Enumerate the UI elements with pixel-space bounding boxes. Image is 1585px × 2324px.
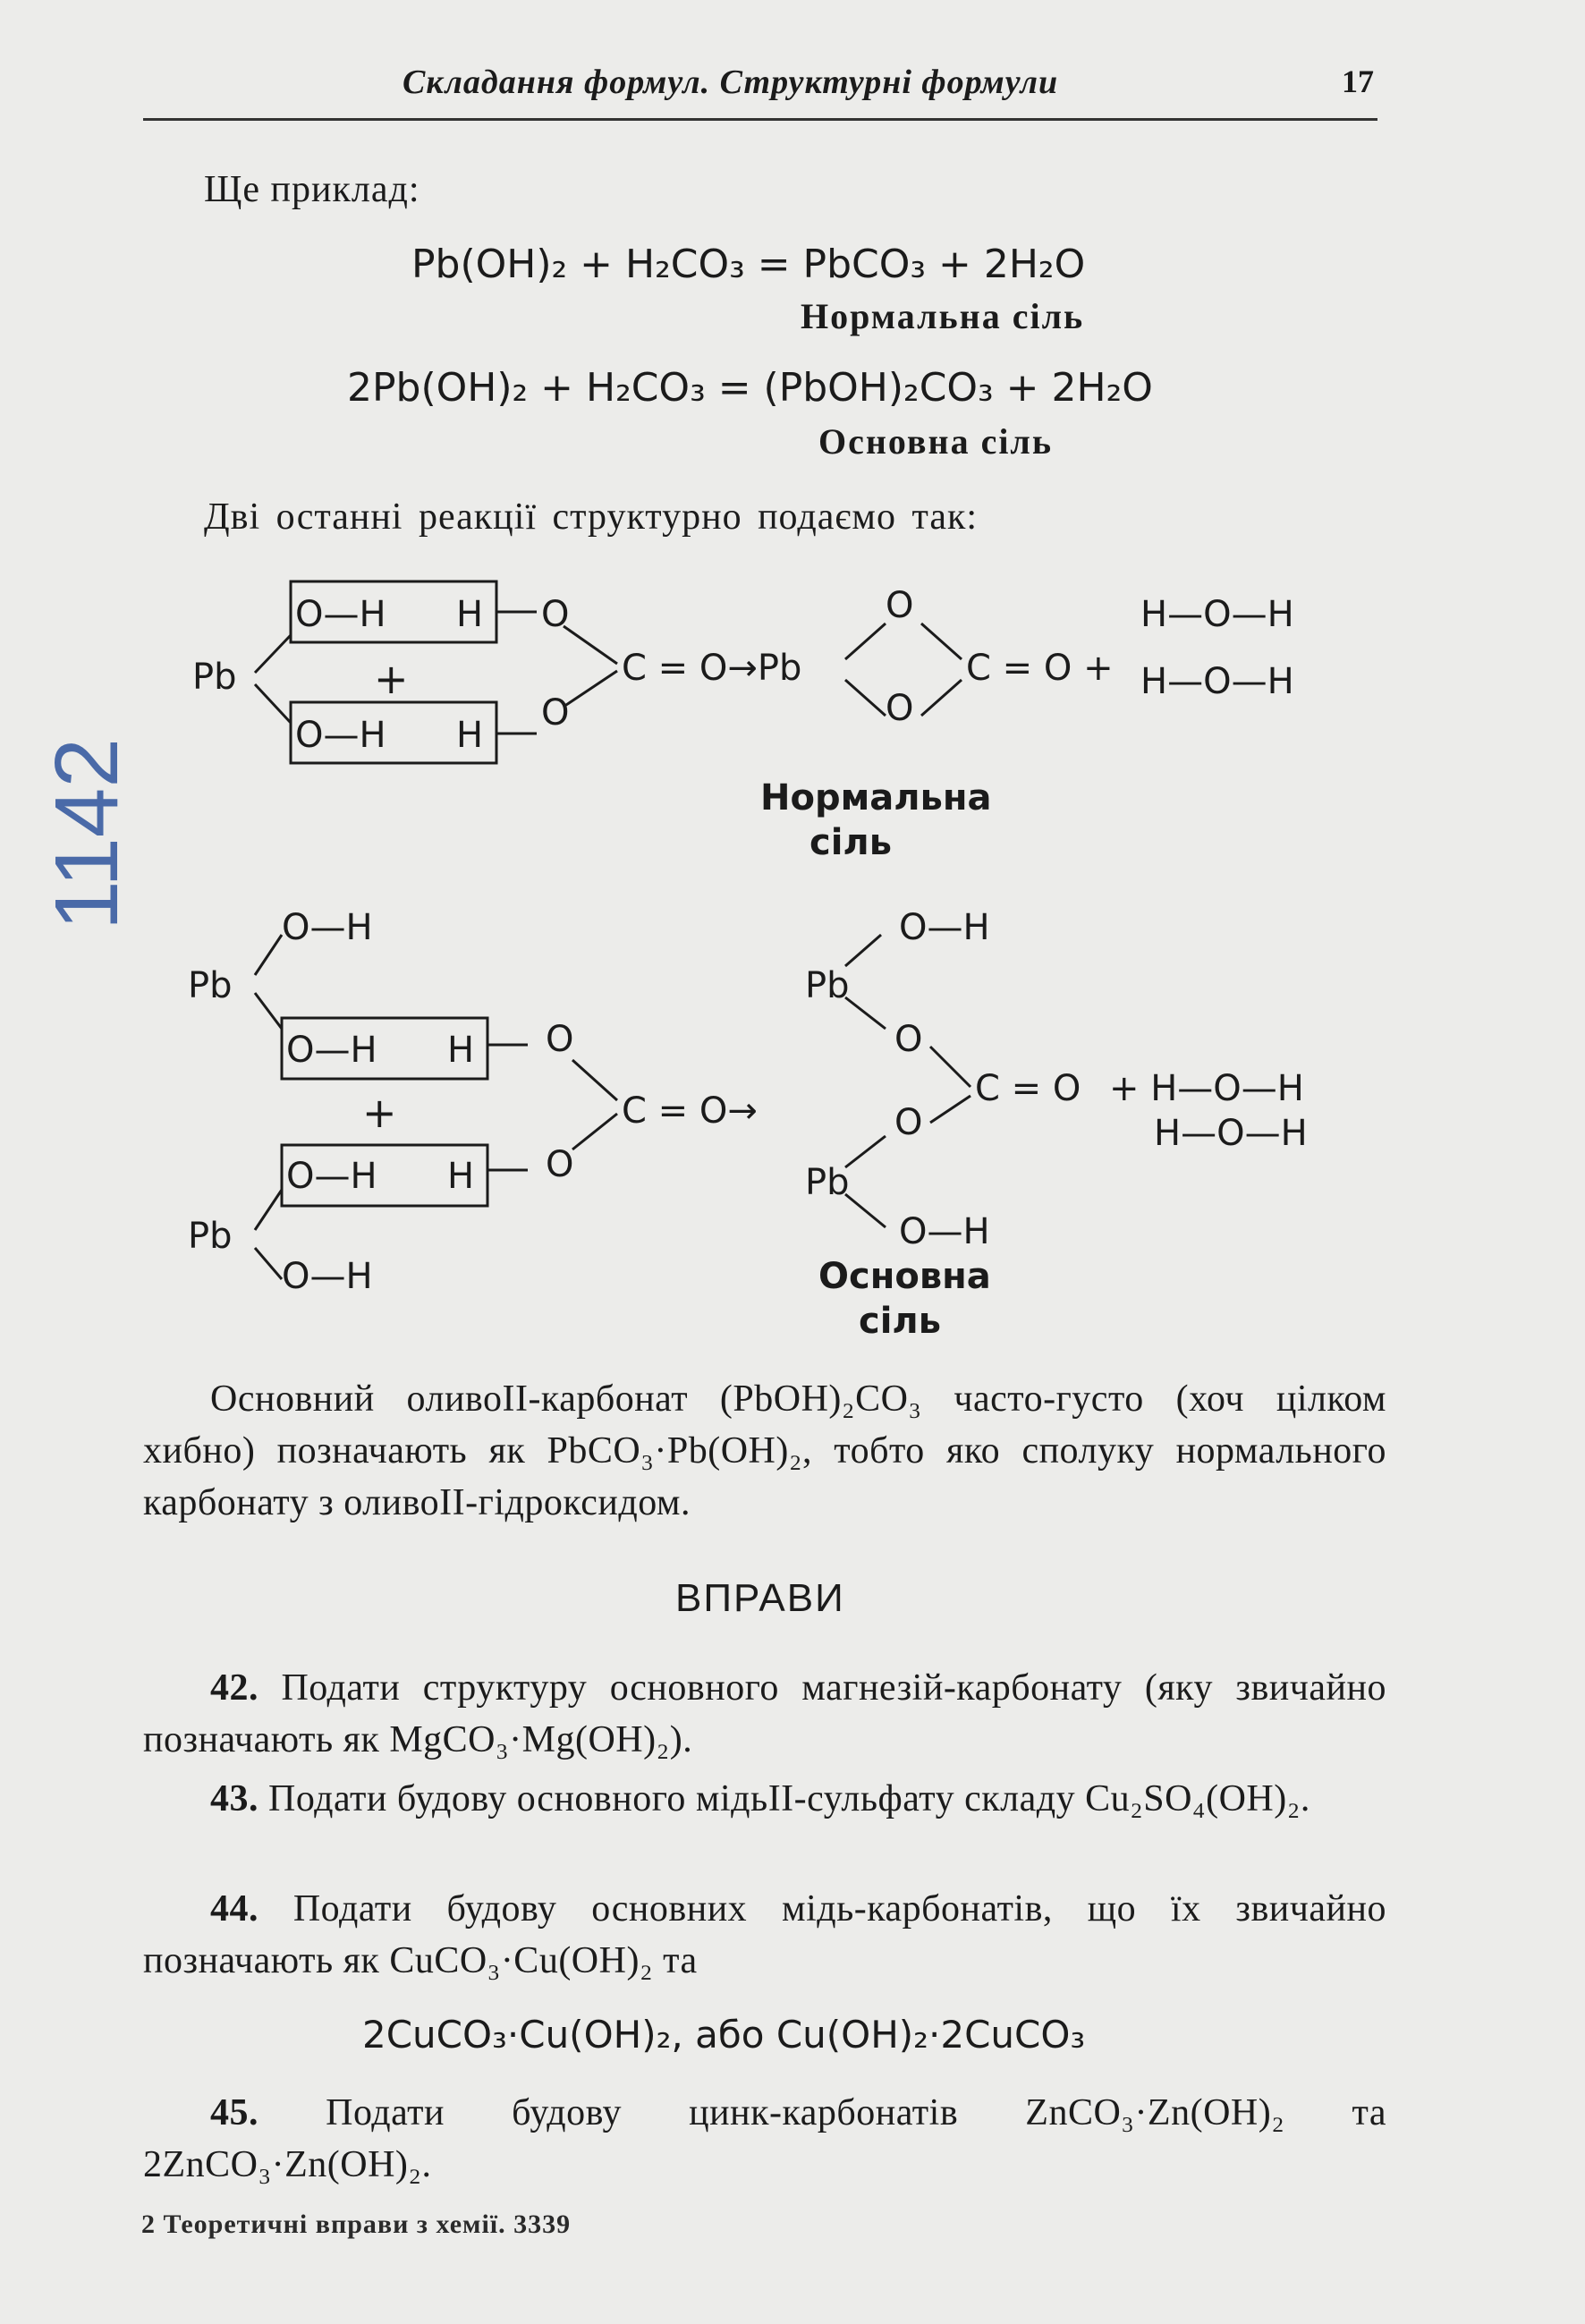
plus-1: + — [374, 655, 409, 703]
basic-salt-label-line1: Основна — [818, 1256, 991, 1297]
o-product-top-2: O — [894, 1019, 923, 1060]
bond-pb-oh-top-product-2 — [845, 935, 881, 966]
exercise-42 — [143, 1662, 1386, 1766]
o-top-1: O — [541, 594, 570, 635]
bond-o-c-bottom-product-2 — [930, 1096, 970, 1123]
bond-o-c-top-2 — [572, 1060, 617, 1100]
water-bottom-2: H—O—H — [1154, 1113, 1308, 1154]
normal-salt-label-line2: сіль — [809, 822, 893, 863]
caption-basic-salt: Основна сіль — [818, 421, 1054, 462]
o-bottom-1: O — [541, 692, 570, 734]
margin-handwritten-note: 1142 — [37, 737, 137, 930]
exercise-44-number: 44. — [210, 1888, 259, 1930]
oh-box-bottom-2: O—H — [286, 1156, 377, 1197]
water-top-1: H—O—H — [1140, 594, 1294, 635]
normal-salt-label-line1: Нормальна — [760, 777, 992, 818]
exercise-43-text: Подати будову основного мідьII-сульфату складу Cu₂SO₄(OH)₂. — [268, 1778, 1310, 1819]
pb-1: Pb — [192, 657, 237, 698]
o-bottom-2: O — [546, 1144, 574, 1185]
c-eq-o-product-2: C = O — [975, 1068, 1081, 1109]
exercises-title: ВПРАВИ — [675, 1576, 845, 1620]
bond-pb-o-box-bottom-2 — [255, 1190, 282, 1230]
reaction-1-middle: C = O→Pb — [622, 648, 802, 689]
exercise-45-text: Подати будову цинк-карбонатів ZnCO₃·Zn(OH)₂ та 2ZnCO₃·Zn(OH)₂. — [143, 2092, 1387, 2185]
exercise-43-number: 43. — [210, 1778, 259, 1819]
h-box-bottom-2: H — [447, 1156, 475, 1197]
h-box-top-2: H — [447, 1030, 475, 1071]
o-top-2: O — [546, 1019, 574, 1060]
exercise-42-text: Подати структуру основного магнезій-карбонату (яку звичайно позначають як MgCO₃·Mg(OH)₂). — [143, 1667, 1386, 1760]
reaction-1-right: C = O + — [966, 648, 1114, 689]
equation-basic-salt: 2Pb(OH)₂ + H₂CO₃ = (PbOH)₂CO₃ + 2H₂O — [347, 365, 1153, 411]
pb-bottom-2: Pb — [188, 1216, 233, 1257]
bond-pb-o-bottom-product-2 — [845, 1136, 886, 1167]
bond-pb-o1-1 — [255, 635, 291, 673]
o-bottom-product-1: O — [886, 688, 914, 729]
structural-intro: Дві останні реакції структурно подаємо так: — [204, 496, 979, 538]
oh-top-1: O—H — [295, 594, 386, 635]
pb-product-top-2: Pb — [805, 965, 850, 1006]
page-number: 17 — [1342, 64, 1374, 99]
bond-pb-oh-bottom-2 — [255, 1248, 282, 1279]
oh-bottom-1: O—H — [295, 715, 386, 756]
bond-o-c-bottom-2 — [572, 1114, 617, 1149]
bond-o-c-top-1 — [564, 626, 617, 664]
bond-pb-o-top-1 — [845, 623, 886, 659]
exercise-44 — [143, 1883, 1386, 1987]
running-header-title: Складання формул. Структурні формули — [403, 64, 1059, 101]
caption-normal-salt: Нормальна сіль — [801, 296, 1085, 336]
bond-pb-o2-1 — [255, 684, 291, 723]
bond-o-c-bottom-product-1 — [921, 680, 962, 716]
exercise-42-number: 42. — [210, 1667, 259, 1709]
footer-signature: 2 Теоретичні вправи з хемії. 3339 — [141, 2209, 572, 2239]
bond-pb-oh-bottom-product-2 — [845, 1194, 886, 1227]
h-top-1: H — [456, 594, 484, 635]
pb-top-2: Pb — [188, 965, 233, 1006]
oh-free-bottom-2: O—H — [282, 1256, 373, 1297]
paragraph-basic-lead-carbonate: Основний оливоII-карбонат (PbOH)₂CO₃ часто-густо (хоч цілком хибно) позначають як PbCO₃·Pb(OH)₂, тобто яко сполуку нормального карбонату з оливоII-гідроксидом. — [143, 1378, 1386, 1523]
oh-product-top-2: O—H — [899, 907, 990, 948]
bond-pb-o-box-top-2 — [255, 993, 282, 1029]
o-top-product-1: O — [886, 585, 914, 626]
plus-2: + — [362, 1089, 397, 1137]
o-product-bottom-2: O — [894, 1102, 923, 1143]
water-top-2: + H—O—H — [1109, 1068, 1304, 1109]
bond-pb-o-top-product-2 — [845, 997, 886, 1029]
exercise-45 — [143, 2087, 1386, 2191]
oh-free-top-2: O—H — [282, 907, 373, 948]
example-label: Ще приклад: — [204, 169, 420, 210]
bond-o-c-top-product-1 — [921, 623, 962, 659]
oh-box-top-2: O—H — [286, 1030, 377, 1071]
bond-pb-oh-top-2 — [255, 935, 282, 975]
exercise-43 — [143, 1773, 1386, 1825]
bond-pb-o-bottom-1 — [845, 680, 886, 716]
exercise-45-number: 45. — [210, 2092, 259, 2133]
exercise-44-text: Подати будову основних мідь-карбонатів, що їх звичайно позначають як CuCO₃·Cu(OH)₂ та — [143, 1888, 1387, 1981]
pb-product-bottom-2: Pb — [805, 1162, 850, 1203]
exercise-44-formula: 2CuCO₃·Cu(OH)₂, або Cu(OH)₂·2CuCO₃ — [362, 2013, 1086, 2057]
water-bottom-1: H—O—H — [1140, 661, 1294, 702]
equation-normal-salt: Pb(OH)₂ + H₂CO₃ = PbCO₃ + 2H₂O — [411, 242, 1086, 287]
bond-o-c-bottom-1 — [564, 671, 617, 707]
bond-o-c-top-product-2 — [930, 1047, 970, 1087]
h-bottom-1: H — [456, 715, 484, 756]
basic-salt-label-line2: сіль — [859, 1301, 942, 1342]
reaction-2-middle: C = O→ — [622, 1090, 758, 1132]
oh-product-bottom-2: O—H — [899, 1211, 990, 1252]
